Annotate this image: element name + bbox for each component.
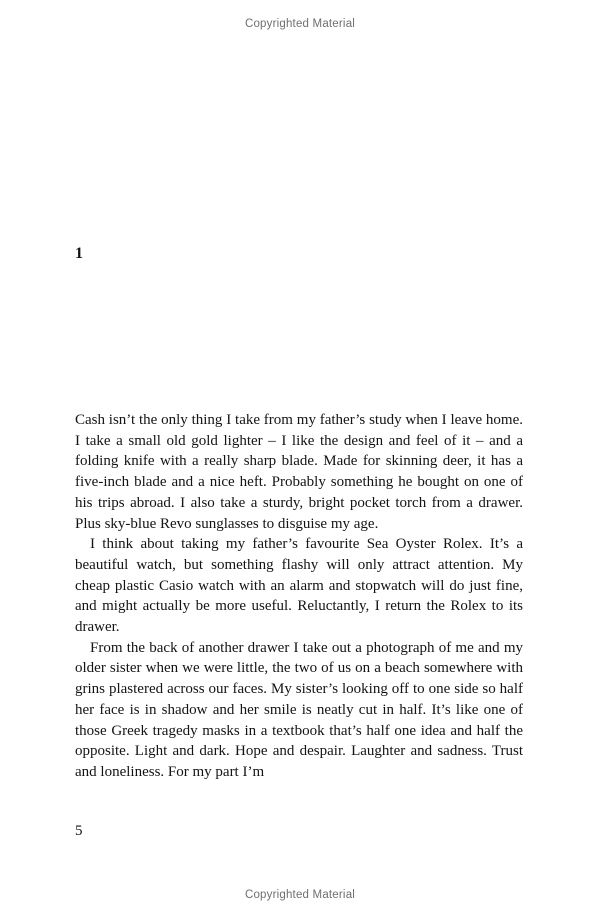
paragraph-2: I think about taking my father’s favourite Sea Oyster Rolex. It’s a beautiful watch, but something flashy will only attract attention. My cheap plastic Casio watch with an alarm and stopwatch will do just fine, and might actually be more useful. Reluctantly, I return the Rolex to its drawer.: [75, 536, 523, 636]
paragraph-1: Cash isn’t the only thing I take from my father’s study when I leave home. I take a small old gold lighter – I like the design and feel of it – and a folding knife with a really sharp blade. Made for skinning deer, it has a five-inch blade and a nice heft. Probably something he bought on one of his trips abroad. I also take a sturdy, bright pocket torch from a drawer. Plus sky-blue Revo sunglasses to disguise my age.: [75, 412, 523, 532]
body-text: [75, 410, 523, 783]
page-number: 5: [75, 823, 83, 839]
copyright-notice-top: Copyrighted Material: [244, 18, 356, 30]
chapter-number: 1: [75, 245, 83, 262]
paragraph-3: From the back of another drawer I take out a photograph of me and my older sister when we were little, the two of us on a beach somewhere with grins plastered across our faces. My sister’s looking off to one side so half her face is in shadow and her smile is neatly cut in half. It’s like one of those Greek tragedy masks in a textbook that’s half one idea and half the opposite. Light and dark. Hope and despair. Laughter and sadness. Trust and loneliness. For my part I’m: [75, 639, 523, 780]
copyright-notice-bottom: Copyrighted Material: [244, 889, 356, 901]
